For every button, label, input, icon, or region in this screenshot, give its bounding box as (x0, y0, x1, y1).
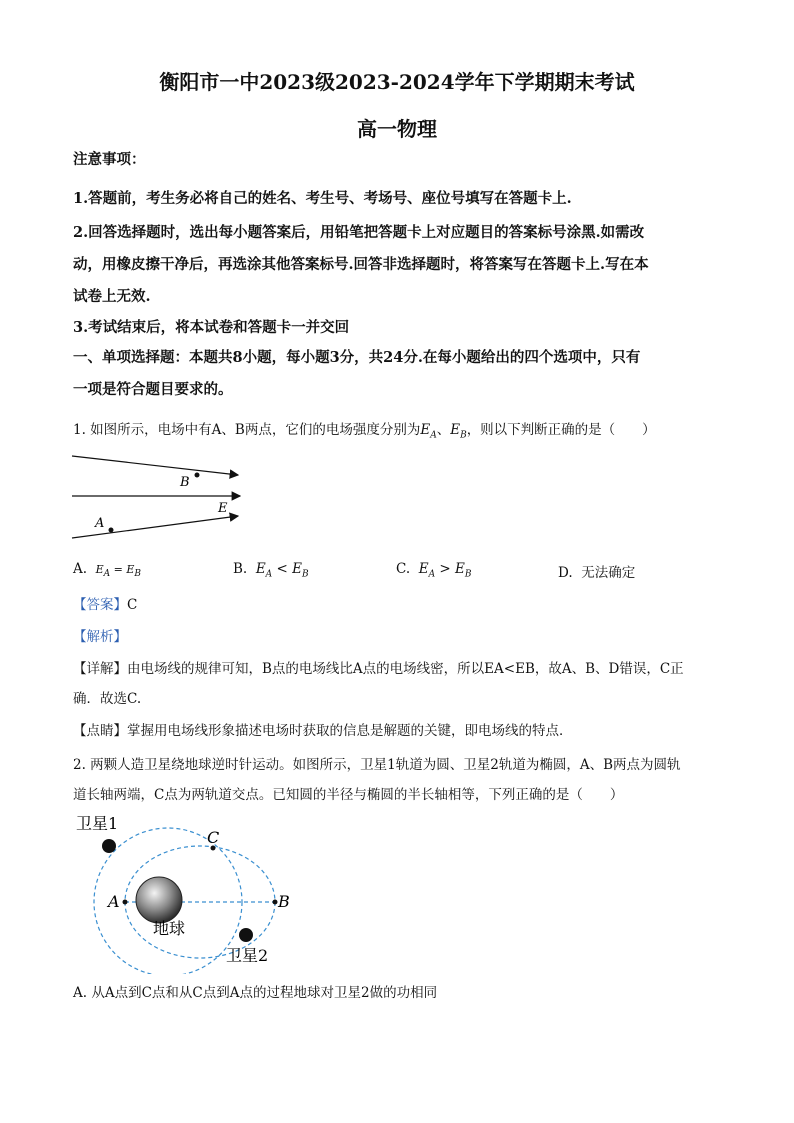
q1-stem-part-b: ，则以下判断正确的是（ ） (466, 422, 656, 438)
q1-comment (73, 718, 573, 745)
point-a-dot (109, 528, 114, 533)
label-c: C (207, 828, 220, 847)
q1-answer (73, 592, 137, 619)
label-a: A (95, 516, 105, 531)
answer-tag: 【答案】 (73, 597, 127, 613)
section-heading-line-2: 一项是符合题目要求的。 (73, 381, 233, 398)
notes-item-2-line-1: 2.回答选择题时，选出每小题答案后，用铅笔把答题卡上对应题目的答案标号涂黑.如需改 (73, 224, 645, 241)
q2-option-a[interactable]: A. 从A点到C点和从C点到A点的过程地球对卫星2做的功相同 (73, 985, 438, 1001)
page-subtitle: 高一物理 (357, 117, 437, 141)
label-satellite-1: 卫星1 (76, 814, 119, 833)
q1-detail-line-2: 确．故选C. (73, 691, 142, 707)
q1-eb-symbol: $E_B$ (450, 422, 467, 441)
q1-option-a[interactable]: A. $E_A = E_B$ (73, 561, 142, 580)
notes-item-2-line-3: 试卷上无效. (73, 288, 151, 305)
notes-item-1: 1.答题前，考生务必将自己的姓名、考生号、考场号、座位号填写在答题卡上. (73, 190, 572, 207)
q2-stem-line-2: 道长轴两端，C点为两轨道交点。已知圆的半径与椭圆的半长轴相等，下列正确的是（ ） (73, 787, 624, 803)
notes-item-2-line-2: 动，用橡皮擦干净后，再选涂其他答案标号.回答非选择题时，将答案写在答题卡上.写在本 (73, 256, 649, 273)
earth-icon (136, 877, 182, 923)
label-b: B (180, 475, 190, 490)
q2-orbit-figure (68, 812, 308, 974)
q1-option-c[interactable]: C. $E_A > E_B$ (396, 561, 472, 580)
q1-ea-symbol: $E_A$ (420, 422, 437, 441)
satellite-1-icon (102, 839, 116, 853)
comment-text: 掌握用电场线形象描述电场时获取的信息是解题的关键，即电场线的特点． (127, 723, 573, 739)
q1-stem-sep: 、 (436, 422, 451, 438)
page-title: 衡阳市一中2023级2023-2024学年下学期期末考试 (159, 70, 635, 94)
q1-stem-part-a: 1. 如图所示，电场中有A、B两点，它们的电场强度分别为 (73, 422, 421, 438)
q1-detail-line-1 (73, 656, 684, 683)
detail-tag: 【详解】 (73, 661, 127, 677)
q1-field-figure (68, 448, 248, 543)
label-e: E (218, 501, 228, 516)
label-b: B (278, 892, 290, 911)
comment-tag: 【点睛】 (73, 723, 127, 739)
point-b-dot (195, 473, 200, 478)
q1-option-d[interactable]: D. 无法确定 (558, 565, 636, 581)
point-a-dot (123, 900, 128, 905)
point-b-dot (273, 900, 278, 905)
section-heading-line-1: 一、单项选择题：本题共8小题，每小题3分，共24分.在每小题给出的四个选项中，只有 (73, 349, 641, 366)
notes-heading: 注意事项： (73, 151, 146, 168)
analysis-tag: 【解析】 (73, 629, 127, 645)
detail-text: 由电场线的规律可知，B点的电场线比A点的电场线密，所以EA<EB，故A、B、D错误，C正 (127, 661, 684, 677)
q2-stem-line-1: 2. 两颗人造卫星绕地球逆时针运动。如图所示，卫星1轨道为圆、卫星2轨道为椭圆，A、B两点为圆轨 (73, 757, 681, 773)
q1-stem (73, 417, 656, 450)
field-line-top (72, 456, 238, 475)
satellite-2-icon (239, 928, 253, 942)
label-a: A (108, 892, 120, 911)
notes-item-3: 3.考试结束后，将本试卷和答题卡一并交回 (73, 319, 350, 336)
answer-value: C (127, 597, 138, 613)
q1-option-b[interactable]: B. $E_A < E_B$ (233, 561, 309, 580)
label-earth: 地球 (153, 919, 186, 938)
label-satellite-2: 卫星2 (226, 946, 269, 965)
